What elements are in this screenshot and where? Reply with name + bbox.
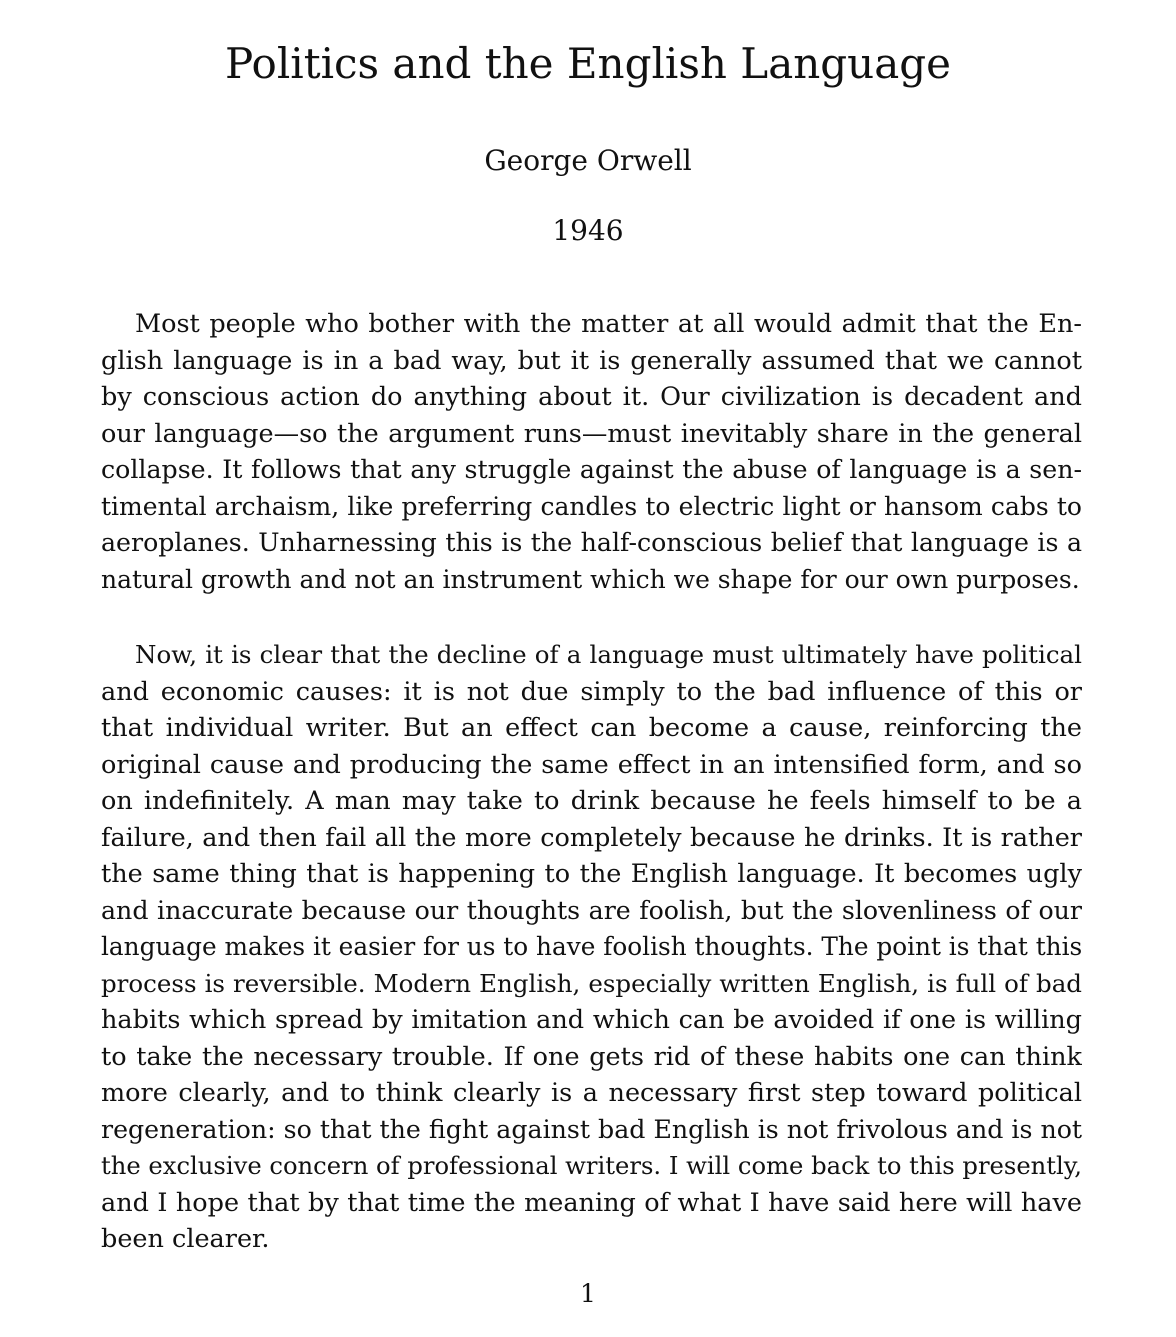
paragraph-line: and inaccurate because our thoughts are foolish, but the slovenliness of our (101, 895, 1082, 925)
paragraph-line: Now, it is clear that the decline of a language must ultimately have political (135, 640, 1082, 669)
paragraph-line: by conscious action do anything about it. Our civilization is decadent and (101, 382, 1082, 412)
paragraph-line: been clearer. (101, 1224, 270, 1254)
paragraph-line: that individual writer. But an effect can become a cause, reinforcing the (101, 713, 1082, 743)
paragraph-line: regeneration: so that the fight against bad English is not frivolous and is not (101, 1114, 1082, 1144)
paragraph-line: the same thing that is happening to the English language. It becomes ugly (101, 859, 1082, 889)
page-number: 1 (580, 1279, 596, 1308)
paragraph-line: more clearly, and to think clearly is a necessary first step toward political (101, 1078, 1082, 1108)
paragraph-line: original cause and producing the same effect in an intensified form, and so (101, 749, 1082, 780)
paragraph-line: the exclusive concern of professional writers. I will come back to this presently, (101, 1151, 1082, 1180)
document-year: 1946 (552, 214, 624, 247)
paragraph-line: timental archaism, like preferring candles to electric light or hansom cabs to (101, 491, 1082, 521)
paragraph-2 (101, 637, 1082, 1258)
paragraph-line: glish language is in a bad way, but it is generally assumed that we cannot (101, 345, 1082, 376)
paragraph-line: Most people who bother with the matter at all would admit that the En- (135, 309, 1082, 339)
paragraph-line: our language—so the argument runs—must inevitably share in the general (101, 418, 1082, 449)
paragraph-line: habits which spread by imitation and which can be avoided if one is willing (101, 1005, 1082, 1035)
paragraph-line: and I hope that by that time the meaning of what I have said here will have (101, 1187, 1082, 1218)
paragraph-line: language makes it easier for us to have foolish thoughts. The point is that this (101, 932, 1082, 961)
document-title: Politics and the English Language (224, 39, 952, 88)
paragraph-line: and economic causes: it is not due simply to the bad influence of this or (101, 676, 1082, 707)
paragraph-line: aeroplanes. Unharnessing this is the half-conscious belief that language is a (101, 528, 1082, 557)
paragraph-1 (101, 306, 1082, 598)
paragraph-line: failure, and then fail all the more completely because he drinks. It is rather (101, 822, 1082, 853)
paragraph-line: to take the necessary trouble. If one gets rid of these habits one can think (101, 1041, 1082, 1072)
paragraph-line: natural growth and not an instrument which we shape for our own purposes. (101, 564, 1080, 594)
document-author: George Orwell (484, 144, 692, 177)
paragraph-line: on indefinitely. A man may take to drink because he feels himself to be a (101, 786, 1082, 816)
paragraph-line: collapse. It follows that any struggle against the abuse of language is a sen- (101, 455, 1082, 484)
paragraph-line: process is reversible. Modern English, especially written English, is full of bad (101, 968, 1082, 998)
